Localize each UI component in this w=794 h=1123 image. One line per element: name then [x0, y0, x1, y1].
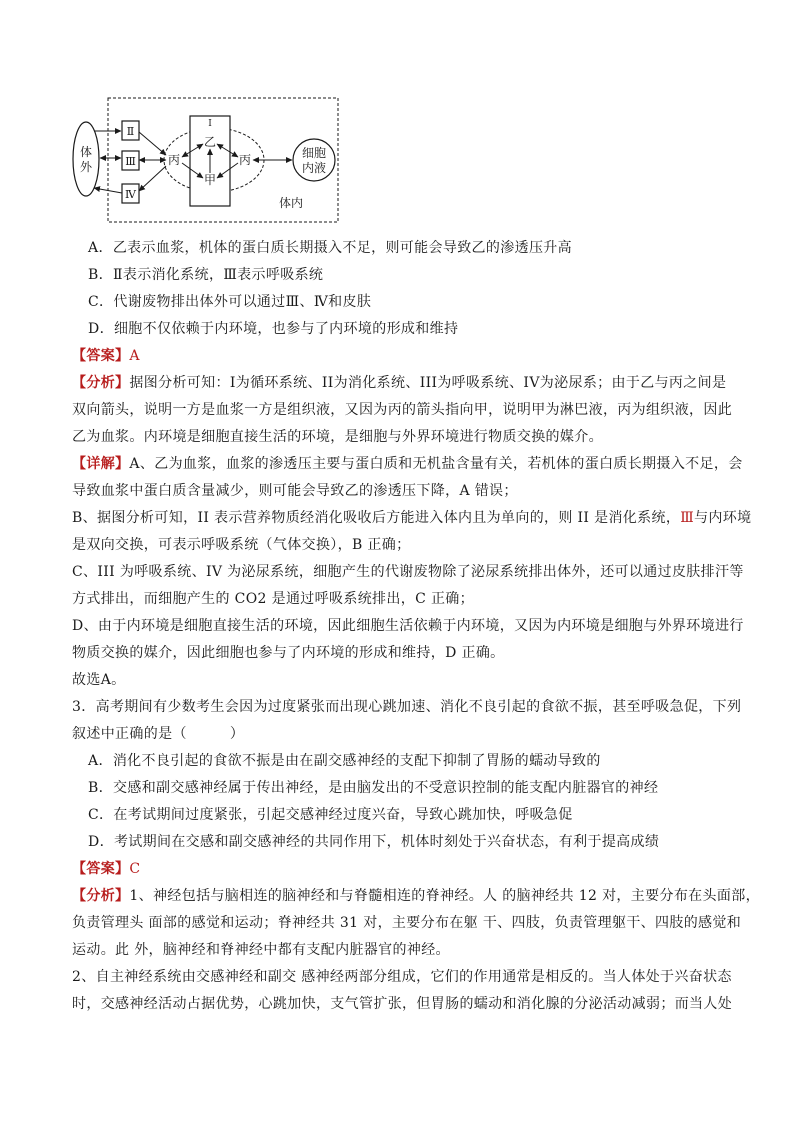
box-I-label: Ⅰ: [208, 119, 212, 129]
cell-fluid-label-2: 内液: [301, 161, 327, 175]
cell-fluid-label-1: 细胞: [301, 146, 327, 160]
q2-answer: 【答案】A: [72, 348, 140, 364]
box-II-label: Ⅱ: [126, 125, 135, 138]
outside-label-1: 体: [79, 145, 93, 159]
outside-ellipse: [73, 122, 99, 196]
box-IV-label: Ⅳ: [125, 188, 136, 201]
q3-option-c: C．在考试期间过度紧张，引起交感神经过度兴奋，导致心跳加快，呼吸急促: [88, 807, 573, 823]
q3-analysis-line-4: 2、自主神经系统由交感神经和副交 感神经两部分组成，它们的作用通常是相反的。当人体处于兴奋状态: [72, 969, 732, 985]
q3-stem-line-2: 叙述中正确的是（ ）: [72, 726, 245, 742]
q2-detail-b-1: B、据图分析可知，II 表示营养物质经消化吸收后方能进入体内且为单向的，则 II 是消化系统，Ⅲ与内环境: [72, 510, 752, 526]
q2-conclusion: 故选A。: [72, 672, 126, 688]
q2-analysis-line-1: 【分析】据图分析可知：I为循环系统、II为消化系统、III为呼吸系统、IV为泌尿系；由于乙与丙之间是: [72, 375, 727, 391]
q2-detail-d-2: 物质交换的媒介，因此细胞也参与了内环境的形成和维持，D 正确。: [72, 645, 505, 661]
outside-label-2: 外: [79, 160, 93, 174]
q2-detail-a-1: 【详解】A、乙为血浆，血浆的渗透压主要与蛋白质和无机盐含量有关，若机体的蛋白质长期摄入不足，会: [72, 456, 743, 472]
q3-analysis-line-5: 时，交感神经活动占据优势，心跳加快，支气管扩张，但胃肠的蠕动和消化腺的分泌活动减弱；而当人处: [72, 996, 733, 1012]
node-jia: 甲: [203, 173, 217, 187]
q2-option-c: C．代谢废物排出体外可以通过Ⅲ、Ⅳ和皮肤: [88, 294, 372, 310]
q3-option-d: D．考试期间在交感和副交感神经的共同作用下，机体时刻处于兴奋状态，有利于提高成绩: [88, 834, 660, 850]
q2-option-d: D．细胞不仅依赖于内环境，也参与了内环境的形成和维持: [88, 321, 459, 337]
q2-detail-c-1: C、III 为呼吸系统、IV 为泌尿系统，细胞产生的代谢废物除了泌尿系统排出体外，还可以通过皮肤排汗等: [72, 564, 744, 580]
q3-analysis-line-1: 【分析】1、神经包括与脑相连的脑神经和与脊髓相连的脊神经。人 的脑神经共 12 对，主要分布在头面部，: [72, 888, 760, 904]
node-bing-left: 丙: [167, 153, 181, 167]
q3-answer: 【答案】C: [72, 861, 141, 877]
q2-detail-c-2: 方式排出，而细胞产生的 CO2 是通过呼吸系统排出，C 正确；: [72, 591, 475, 607]
q2-detail-d-1: D、由于内环境是细胞直接生活的环境，因此细胞生活依赖于内环境，又因为内环境是细胞与外界环境进行: [72, 618, 744, 634]
q3-option-a: A．消化不良引起的食欲不振是由在副交感神经的支配下抑制了胃肠的蠕动导致的: [88, 753, 601, 769]
q2-option-b: B．Ⅱ表示消化系统，Ⅲ表示呼吸系统: [88, 267, 324, 283]
q2-option-a: A．乙表示血浆，机体的蛋白质长期摄入不足，则可能会导致乙的渗透压升高: [88, 240, 573, 256]
internal-environment-diagram: [72, 96, 342, 228]
question-content: [72, 235, 760, 1018]
q2-analysis-line-2: 双向箭头，说明一方是血浆一方是组织液，又因为丙的箭头指向甲，说明甲为淋巴液，丙为组织液，因此: [72, 402, 733, 418]
box-III-label: Ⅲ: [125, 155, 136, 168]
q3-analysis-line-2: 负责管理头 面部的感觉和运动；脊神经共 31 对，主要分布在躯 干、四肢，负责管理躯干、四肢的感觉和: [72, 915, 742, 931]
q3-analysis-line-3: 运动。此 外，脑神经和脊神经中都有支配内脏器官的神经。: [72, 942, 450, 958]
inside-label: 体内: [278, 196, 304, 210]
q3-option-b: B．交感和副交感神经属于传出神经，是由脑发出的不受意识控制的能支配内脏器官的神经: [88, 780, 659, 796]
node-yi: 乙: [203, 135, 217, 149]
q2-detail-a-2: 导致血浆中蛋白质含量减少，则可能会导致乙的渗透压下降，A 错误；: [72, 483, 518, 499]
q3-stem-line-1: 3．高考期间有少数考生会因为过度紧张而出现心跳加速、消化不良引起的食欲不振，甚至呼吸急促，下列: [72, 699, 742, 715]
q2-detail-b-2: 是双向交换，可表示呼吸系统（气体交换），B 正确；: [72, 537, 411, 553]
node-bing-right: 丙: [238, 153, 252, 167]
q2-analysis-line-3: 乙为血浆。内环境是细胞直接生活的环境，是细胞与外界环境进行物质交换的媒介。: [72, 429, 603, 445]
